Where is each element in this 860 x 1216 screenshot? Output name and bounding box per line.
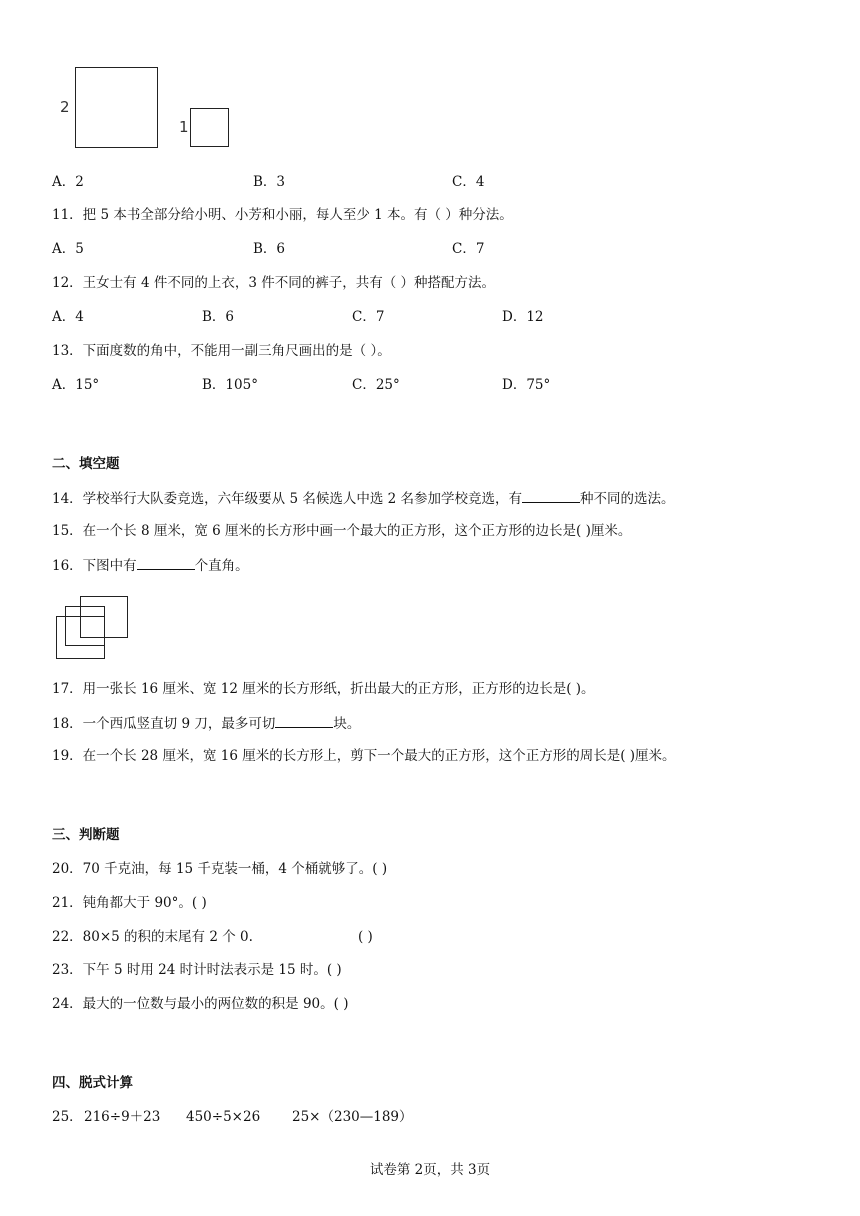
small-square-label: 1 — [179, 118, 189, 136]
q15-question: 15．在一个长 8 厘米，宽 6 厘米的长方形中画一个最大的正方形，这个正方形的边长是( )厘米。 — [52, 523, 632, 539]
q12-option-c: C．7 — [352, 309, 385, 325]
q14-text-before: 14．学校举行大队委竞选，六年级要从 5 名候选人中选 2 名参加学校竞选，有 — [52, 491, 523, 507]
q16-blank[interactable] — [137, 556, 195, 570]
big-square — [75, 67, 158, 148]
q12-question: 12．王女士有 4 件不同的上衣，3 件不同的裤子，共有（ ）种搭配方法。 — [52, 275, 496, 291]
q25-expression-3: 25×（230—189） — [292, 1109, 413, 1125]
q16-text-before: 16．下图中有 — [52, 558, 137, 574]
overlap-square-front — [56, 616, 105, 659]
q14-blank[interactable] — [522, 489, 580, 503]
q16-question — [52, 556, 249, 575]
q13-option-b: B．105° — [202, 377, 258, 393]
q21-question: 21．钝角都大于 90°。( ) — [52, 895, 207, 911]
page-footer: 试卷第 2页，共 3页 — [369, 1162, 491, 1178]
small-square — [190, 108, 229, 147]
q23-question: 23．下午 5 时用 24 时计时法表示是 15 时。( ) — [52, 962, 342, 978]
section-title-true-false: 三、判断题 — [52, 827, 120, 843]
q10-option-b: B．3 — [253, 174, 286, 190]
q13-option-c: C．25° — [352, 377, 400, 393]
q18-blank[interactable] — [275, 714, 333, 728]
q25-expression-1: 216÷9＋23 — [84, 1109, 161, 1125]
q25-expression-2: 450÷5×26 — [186, 1109, 261, 1125]
q22-question: 22．80×5 的积的末尾有 2 个 0. — [52, 929, 253, 945]
q16-text-after: 个直角。 — [194, 558, 249, 574]
q20-question: 20．70 千克油，每 15 千克装一桶，4 个桶就够了。( ) — [52, 861, 388, 877]
q19-question: 19．在一个长 28 厘米，宽 16 厘米的长方形上，剪下一个最大的正方形，这个正方形的周长是( )厘米。 — [52, 748, 676, 764]
q12-option-a: A．4 — [52, 309, 84, 325]
q18-text-before: 18．一个西瓜竖直切 9 刀，最多可切 — [52, 716, 276, 732]
q12-option-b: B．6 — [202, 309, 235, 325]
section-title-calculation: 四、脱式计算 — [52, 1075, 133, 1091]
q13-option-d: D．75° — [502, 377, 551, 393]
q11-question: 11．把 5 本书全部分给小明、小芳和小丽，每人至少 1 本。有（ ）种分法。 — [52, 207, 513, 223]
q10-option-a: A．2 — [52, 174, 84, 190]
q13-question: 13．下面度数的角中，不能用一副三角尺画出的是（ ）。 — [52, 343, 391, 359]
q11-option-c: C．7 — [452, 241, 485, 257]
q11-option-b: B．6 — [253, 241, 286, 257]
section-title-fill-in: 二、填空题 — [52, 456, 120, 472]
q18-question — [52, 714, 360, 733]
q14-text-after: 种不同的选法。 — [580, 491, 675, 507]
q14-question — [52, 489, 675, 508]
q22-answer-paren: ( ) — [358, 929, 373, 945]
q17-question: 17．用一张长 16 厘米、宽 12 厘米的长方形纸，折出最大的正方形，正方形的边长是( )。 — [52, 681, 595, 697]
big-square-label: 2 — [60, 98, 70, 116]
q25-label: 25． — [52, 1109, 83, 1125]
q11-option-a: A．5 — [52, 241, 84, 257]
q24-question: 24．最大的一位数与最小的两位数的积是 90。( ) — [52, 996, 349, 1012]
q18-text-after: 块。 — [333, 716, 361, 732]
q12-option-d: D．12 — [502, 309, 544, 325]
q10-option-c: C．4 — [452, 174, 485, 190]
q13-option-a: A．15° — [52, 377, 100, 393]
